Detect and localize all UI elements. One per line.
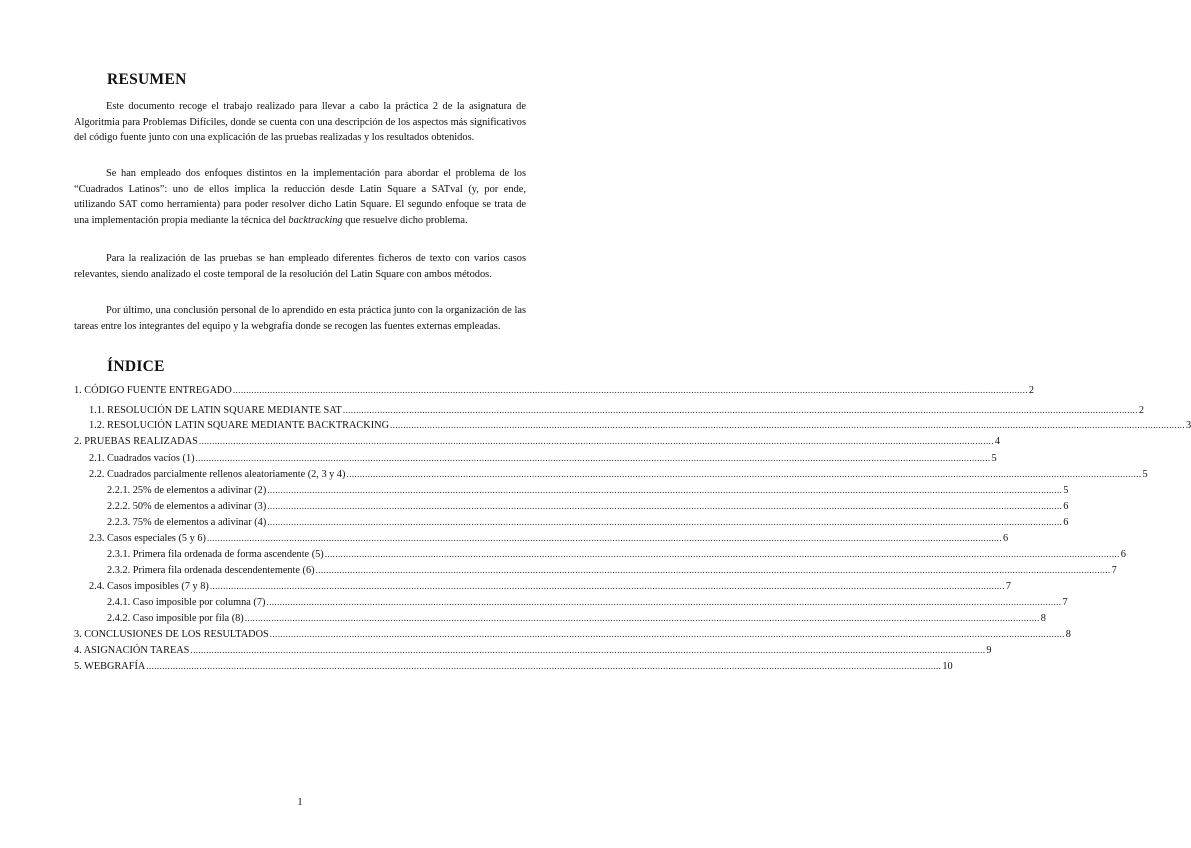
toc-entry[interactable] xyxy=(107,501,1069,515)
toc-leader-dots: ............................................................................................................................................................................................................................................................................................................ xyxy=(267,501,1063,511)
toc-entry-label: 2.2.3. 75% de elementos a adivinar (4) xyxy=(107,517,267,528)
toc-leader-dots: ............................................................................................................................................................................................................................................................................................................ xyxy=(342,405,1138,415)
toc-entry[interactable] xyxy=(89,533,1009,547)
toc-leader-dots: ............................................................................................................................................................................................................................................................................................................ xyxy=(146,661,942,671)
toc-entry[interactable] xyxy=(74,629,1071,643)
resumen-paragraph-2 xyxy=(74,166,526,228)
toc-entry-label: 2.3.2. Primera fila ordenada descendentemente (6) xyxy=(107,565,315,576)
toc-entry-page: 9 xyxy=(986,645,992,656)
toc-entry-label: 2.4.1. Caso imposible por columna (7) xyxy=(107,597,266,608)
toc-entry[interactable] xyxy=(74,645,992,659)
toc-entry-page: 6 xyxy=(1063,501,1069,512)
toc-entry-label: 2.1. Cuadrados vacíos (1) xyxy=(89,453,195,464)
resumen-paragraph-1: Este documento recoge el trabajo realizado para llevar a cabo la práctica 2 de la asignatura de Algoritmia para Problemas Difíciles, donde se cuenta con una descripción de los aspectos más significativos del código fuente junto con una explicación de las pruebas realizadas y los resultados obtenidos. xyxy=(74,101,526,144)
indice-heading: ÍNDICE xyxy=(107,358,165,375)
toc-leader-dots: ............................................................................................................................................................................................................................................................................................................ xyxy=(346,469,1142,479)
toc-leader-dots: ............................................................................................................................................................................................................................................................................................................ xyxy=(195,453,991,463)
toc-entry-label: 2.4. Casos imposibles (7 y 8) xyxy=(89,581,209,592)
toc-entry-page: 2 xyxy=(1138,405,1144,416)
toc-entry-page: 3 xyxy=(1186,420,1191,431)
toc-entry-label: 2.2.2. 50% de elementos a adivinar (3) xyxy=(107,501,267,512)
toc-entry[interactable] xyxy=(107,517,1069,531)
toc-entry-page: 4 xyxy=(994,436,1001,447)
toc-leader-dots: ............................................................................................................................................................................................................................................................................................................ xyxy=(209,581,1005,591)
toc-entry-page: 6 xyxy=(1063,517,1069,528)
toc-entry-page: 5 xyxy=(1063,485,1069,496)
toc-entry-label: 2.3. Casos especiales (5 y 6) xyxy=(89,533,206,544)
toc-entry-label: 1.2. RESOLUCIÓN LATIN SQUARE MEDIANTE BACKTRACKING xyxy=(89,420,390,431)
toc-entry-page: 7 xyxy=(1005,581,1011,592)
toc-leader-dots: ............................................................................................................................................................................................................................................................................................................ xyxy=(206,533,1002,543)
toc-entry-page: 7 xyxy=(1111,565,1117,576)
resumen-paragraph-2-text-a: Se han empleado dos enfoques distintos en la implementación para abordar el problema de los “Cuadrados Latinos”: uno de ellos implica la reducción desde Latin Square a SATval (y, por ende, utilizando SAT como herramienta) para poder resolver dicho Latin Square. El segundo enfoque se trata de una implementación propia mediante la técnica del xyxy=(74,168,526,226)
toc-entry[interactable] xyxy=(74,385,1035,399)
toc-entry[interactable] xyxy=(89,581,1011,595)
toc-leader-dots: ............................................................................................................................................................................................................................................................................................................ xyxy=(190,645,986,655)
toc-leader-dots: ............................................................................................................................................................................................................................................................................................................ xyxy=(244,613,1040,623)
toc-entry-label: 5. WEBGRAFÍA xyxy=(74,661,146,672)
toc-leader-dots: ............................................................................................................................................................................................................................................................................................................ xyxy=(267,485,1063,495)
toc-entry-label: 1. CÓDIGO FUENTE ENTREGADO xyxy=(74,385,232,396)
toc-entry[interactable] xyxy=(74,661,953,675)
toc-entry-label: 1.1. RESOLUCIÓN DE LATIN SQUARE MEDIANTE SAT xyxy=(89,405,342,416)
resumen-paragraph-4: Por último, una conclusión personal de lo aprendido en esta práctica junto con la organización de las tareas entre los integrantes del equipo y la webgrafía donde se recogen las fuentes externas empleadas. xyxy=(74,305,526,332)
toc-leader-dots: ............................................................................................................................................................................................................................................................................................................ xyxy=(267,517,1063,527)
toc-leader-dots: ............................................................................................................................................................................................................................................................................................................ xyxy=(198,436,994,446)
toc-entry-label: 4. ASIGNACIÓN TAREAS xyxy=(74,645,190,656)
toc-entry-page: 7 xyxy=(1062,597,1068,608)
toc-leader-dots: ............................................................................................................................................................................................................................................................................................................ xyxy=(324,549,1120,559)
toc-entry-label: 2.4.2. Caso imposible por fila (8) xyxy=(107,613,244,624)
resumen-heading: RESUMEN xyxy=(107,71,187,88)
toc-entry[interactable] xyxy=(89,420,1191,434)
toc-entry[interactable] xyxy=(89,469,1148,483)
toc-leader-dots: ............................................................................................................................................................................................................................................................................................................ xyxy=(390,420,1186,430)
toc-entry-page: 8 xyxy=(1040,613,1046,624)
toc-entry-page: 5 xyxy=(991,453,997,464)
toc-entry-label: 2. PRUEBAS REALIZADAS xyxy=(74,436,198,447)
toc-entry[interactable] xyxy=(107,485,1069,499)
toc-entry-label: 2.3.1. Primera fila ordenada de forma ascendente (5) xyxy=(107,549,324,560)
toc-leader-dots: ............................................................................................................................................................................................................................................................................................................ xyxy=(232,385,1028,395)
toc-entry-page: 5 xyxy=(1142,469,1148,480)
toc-entry-page: 2 xyxy=(1028,385,1035,396)
toc-entry-page: 6 xyxy=(1002,533,1009,544)
toc-leader-dots: ............................................................................................................................................................................................................................................................................................................ xyxy=(266,597,1062,607)
toc-entry-page: 8 xyxy=(1065,629,1071,640)
toc-entry-label: 2.2. Cuadrados parcialmente rellenos aleatoriamente (2, 3 y 4) xyxy=(89,469,346,480)
toc-entry[interactable] xyxy=(89,453,997,467)
toc-entry[interactable] xyxy=(107,597,1068,611)
toc-entry[interactable] xyxy=(107,549,1126,563)
resumen-paragraph-3: Para la realización de las pruebas se han empleado diferentes ficheros de texto con varios casos relevantes, siendo analizado el coste temporal de la resolución del Latin Square con ambos métodos. xyxy=(74,253,526,280)
toc-entry[interactable] xyxy=(107,565,1117,579)
page-number: 1 xyxy=(297,797,303,808)
toc-leader-dots: ............................................................................................................................................................................................................................................................................................................ xyxy=(269,629,1065,639)
toc-entry-label: 2.2.1. 25% de elementos a adivinar (2) xyxy=(107,485,267,496)
toc-entry[interactable] xyxy=(89,405,1144,419)
toc-entry[interactable] xyxy=(74,436,1001,450)
toc-entry[interactable] xyxy=(107,613,1046,627)
toc-leader-dots: ............................................................................................................................................................................................................................................................................................................ xyxy=(315,565,1111,575)
toc-entry-label: 3. CONCLUSIONES DE LOS RESULTADOS xyxy=(74,629,269,640)
toc-entry-page: 10 xyxy=(942,661,953,672)
toc-entry-page: 6 xyxy=(1120,549,1126,560)
backtracking-term: backtracking xyxy=(288,214,343,226)
resumen-paragraph-2-text-b: que resuelve dicho problema. xyxy=(342,214,468,226)
